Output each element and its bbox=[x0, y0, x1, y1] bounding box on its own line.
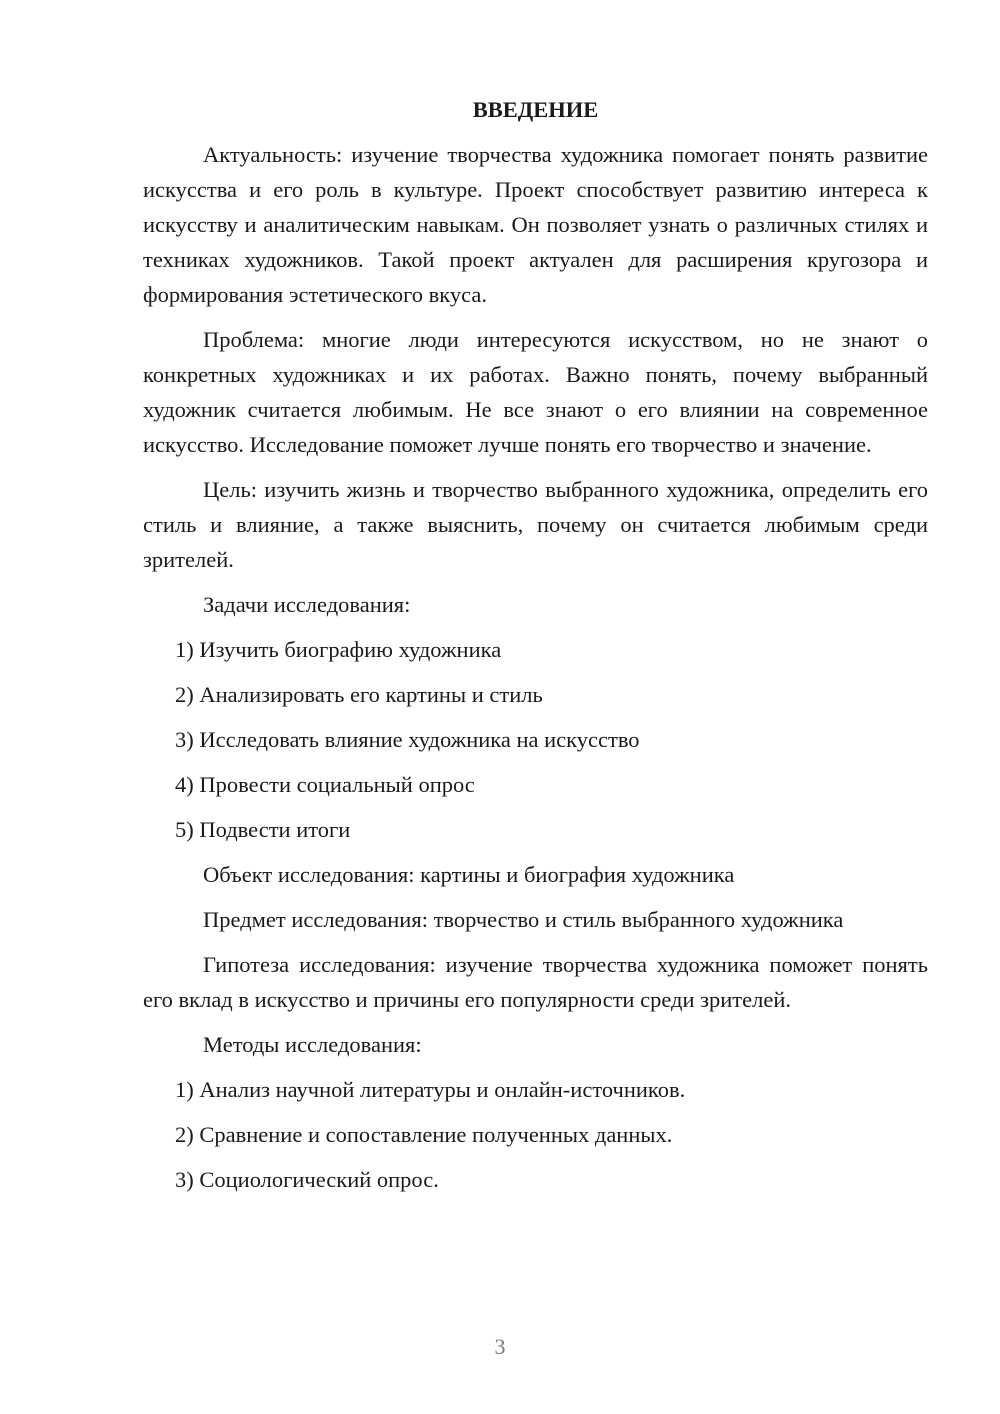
hypothesis-paragraph: Гипотеза исследования: изучение творчества художника поможет понять его вклад в искусство и причины его популярности среди зрителей. bbox=[143, 952, 928, 1012]
subject-paragraph: Предмет исследования: творчество и стиль выбранного художника bbox=[203, 907, 844, 932]
document-page bbox=[143, 92, 928, 1207]
list-item: 2) Сравнение и сопоставление полученных данных. bbox=[175, 1122, 673, 1147]
list-item: 5) Подвести итоги bbox=[175, 817, 351, 842]
list-item: 2) Анализировать его картины и стиль bbox=[175, 682, 543, 707]
list-item: 3) Исследовать влияние художника на искусство bbox=[175, 727, 640, 752]
methods-heading: Методы исследования: bbox=[203, 1032, 422, 1057]
relevance-paragraph: Актуальность: изучение творчества художника помогает понять развитие искусства и его роль в культуре. Проект способствует развитию интереса к искусству и аналитическим навыкам. Он позволяет узнать о различных стилях и техниках художников. Такой проект актуален для расширения кругозора и формирования эстетического вкуса. bbox=[143, 142, 928, 307]
goal-paragraph: Цель: изучить жизнь и творчество выбранного художника, определить его стиль и влияние, а также выяснить, почему он считается любимым среди зрителей. bbox=[143, 477, 928, 572]
list-item: 3) Социологический опрос. bbox=[175, 1167, 439, 1192]
list-item: 1) Анализ научной литературы и онлайн-источников. bbox=[175, 1077, 686, 1102]
list-item: 4) Провести социальный опрос bbox=[175, 772, 475, 797]
object-paragraph: Объект исследования: картины и биография художника bbox=[203, 862, 735, 887]
tasks-list bbox=[143, 632, 928, 847]
section-title: ВВЕДЕНИЕ bbox=[472, 97, 599, 122]
list-item: 1) Изучить биографию художника bbox=[175, 637, 502, 662]
page-number: 3 bbox=[494, 1334, 506, 1359]
tasks-heading: Задачи исследования: bbox=[203, 592, 411, 617]
problem-paragraph: Проблема: многие люди интересуются искусством, но не знают о конкретных художниках и их работах. Важно понять, почему выбранный художник считается любимым. Не все знают о его влиянии на современное искусство. Исследование поможет лучше понять его творчество и значение. bbox=[143, 327, 928, 457]
methods-list bbox=[143, 1072, 928, 1197]
